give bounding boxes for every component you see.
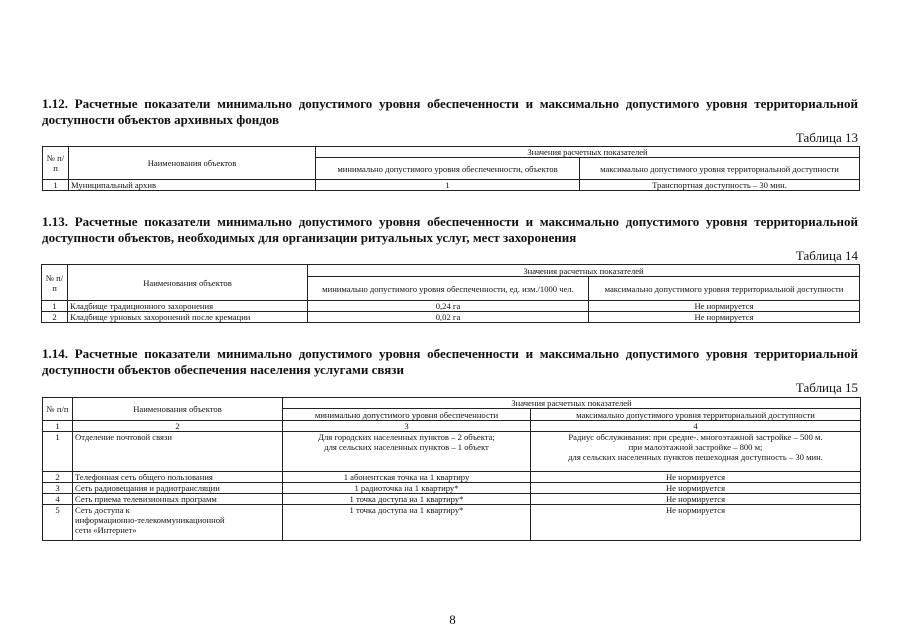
- col-number: 3: [283, 421, 531, 432]
- table-label-15: Таблица 15: [795, 380, 858, 395]
- cell-line: Радиус обслуживания: при средне-. многоэтажной застройке – 500 м.: [568, 432, 823, 442]
- cell-min: 1 радиоточка на 1 квартиру*: [283, 483, 531, 494]
- cell-min: 0,02 га: [308, 312, 589, 323]
- cell-line: при малоэтажной застройке – 800 м;: [628, 442, 763, 452]
- cell-num: 1: [42, 301, 68, 312]
- table-row: [43, 180, 860, 191]
- header-name: Наименования объектов: [68, 265, 308, 301]
- cell-num: 4: [43, 494, 73, 505]
- col-number: 2: [73, 421, 283, 432]
- table-14: [41, 264, 860, 323]
- header-min: минимально допустимого уровня обеспеченности, объектов: [316, 158, 580, 180]
- header-min: минимально допустимого уровня обеспеченности: [283, 409, 531, 421]
- header-num: № п/п: [43, 147, 69, 180]
- header-name: Наименования объектов: [73, 398, 283, 421]
- header-group: Значения расчетных показателей: [316, 147, 860, 158]
- cell-num: 5: [43, 505, 73, 541]
- header-min: минимально допустимого уровня обеспеченности, ед. изм./1000 чел.: [308, 277, 589, 301]
- cell-line: информационно-телекоммуникационной: [75, 515, 225, 525]
- table-row: [43, 483, 861, 494]
- table-row: [42, 312, 860, 323]
- cell-num: 2: [43, 472, 73, 483]
- cell-max: Не нормируется: [589, 301, 860, 312]
- cell-min: 1: [316, 180, 580, 191]
- cell-max: Не нормируется: [531, 483, 861, 494]
- cell-max: Не нормируется: [589, 312, 860, 323]
- cell-name: Сеть радиовещания и радиотрансляции: [73, 483, 283, 494]
- header-group: Значения расчетных показателей: [308, 265, 860, 277]
- cell-max: Не нормируется: [531, 494, 861, 505]
- cell-name: Муниципальный архив: [69, 180, 316, 191]
- cell-name: Кладбище традиционного захоронения: [68, 301, 308, 312]
- table-label-14: Таблица 14: [795, 248, 858, 263]
- cell-max: Не нормируется: [531, 505, 861, 541]
- table-row: [43, 494, 861, 505]
- col-number: 4: [531, 421, 861, 432]
- cell-min: 1 абонентская точка на 1 квартиру: [283, 472, 531, 483]
- cell-max: Транспортная доступность – 30 мин.: [580, 180, 860, 191]
- cell-name: Телефонная сеть общего пользования: [73, 472, 283, 483]
- table-13: [42, 146, 860, 191]
- header-max: максимально допустимого уровня территориальной доступности: [580, 158, 860, 180]
- cell-max: [531, 432, 861, 472]
- table-row: [43, 432, 861, 472]
- cell-min: 0,24 га: [308, 301, 589, 312]
- column-numbers-row: [43, 421, 861, 432]
- cell-num: 1: [43, 432, 73, 472]
- cell-name: [73, 505, 283, 541]
- col-number: 1: [43, 421, 73, 432]
- cell-name: Сеть приема телевизионных программ: [73, 494, 283, 505]
- cell-min: 1 точка доступа на 1 квартиру*: [283, 494, 531, 505]
- cell-line: Сеть доступа к: [75, 505, 130, 515]
- cell-num: 1: [43, 180, 69, 191]
- header-max: максимально допустимого уровня территориальной доступности: [589, 277, 860, 301]
- section-heading-1-13: 1.13. Расчетные показатели минимально допустимого уровня обеспеченности и максимально допустимого уровня территориальной доступности объектов, необходимых для организации ритуальных услуг, мест захоронения: [42, 214, 858, 245]
- section-heading-1-12: 1.12. Расчетные показатели минимально допустимого уровня обеспеченности и максимально допустимого уровня территориальной доступности объектов архивных фондов: [42, 96, 858, 127]
- header-max: максимально допустимого уровня территориальной доступности: [531, 409, 861, 421]
- table-label-13: Таблица 13: [795, 130, 858, 145]
- cell-line: сети «Интернет»: [75, 525, 137, 535]
- header-num: № п/п: [42, 265, 68, 301]
- cell-min: 1 точка доступа на 1 квартиру*: [283, 505, 531, 541]
- table-row: [42, 301, 860, 312]
- header-name: Наименования объектов: [69, 147, 316, 180]
- table-row: [43, 472, 861, 483]
- cell-line: для сельских населенных пунктов пешеходная доступность – 30 мин.: [568, 452, 823, 462]
- header-group: Значения расчетных показателей: [283, 398, 861, 409]
- cell-min: [283, 432, 531, 472]
- cell-line: Для городских населенных пунктов – 2 объекта;: [318, 432, 495, 442]
- header-num: № п/п: [43, 398, 73, 421]
- cell-name: Кладбище урновых захоронений после кремации: [68, 312, 308, 323]
- cell-name: Отделение почтовой связи: [73, 432, 283, 472]
- page-number: 8: [449, 612, 456, 627]
- table-row: [43, 505, 861, 541]
- section-heading-1-14: 1.14. Расчетные показатели минимально допустимого уровня обеспеченности и максимально допустимого уровня территориальной доступности объектов обеспечения населения услугами связи: [42, 346, 858, 377]
- cell-line: для сельских населенных пунктов – 1 объект: [324, 442, 489, 452]
- cell-num: 2: [42, 312, 68, 323]
- table-15: [42, 397, 861, 541]
- cell-max: Не нормируется: [531, 472, 861, 483]
- cell-num: 3: [43, 483, 73, 494]
